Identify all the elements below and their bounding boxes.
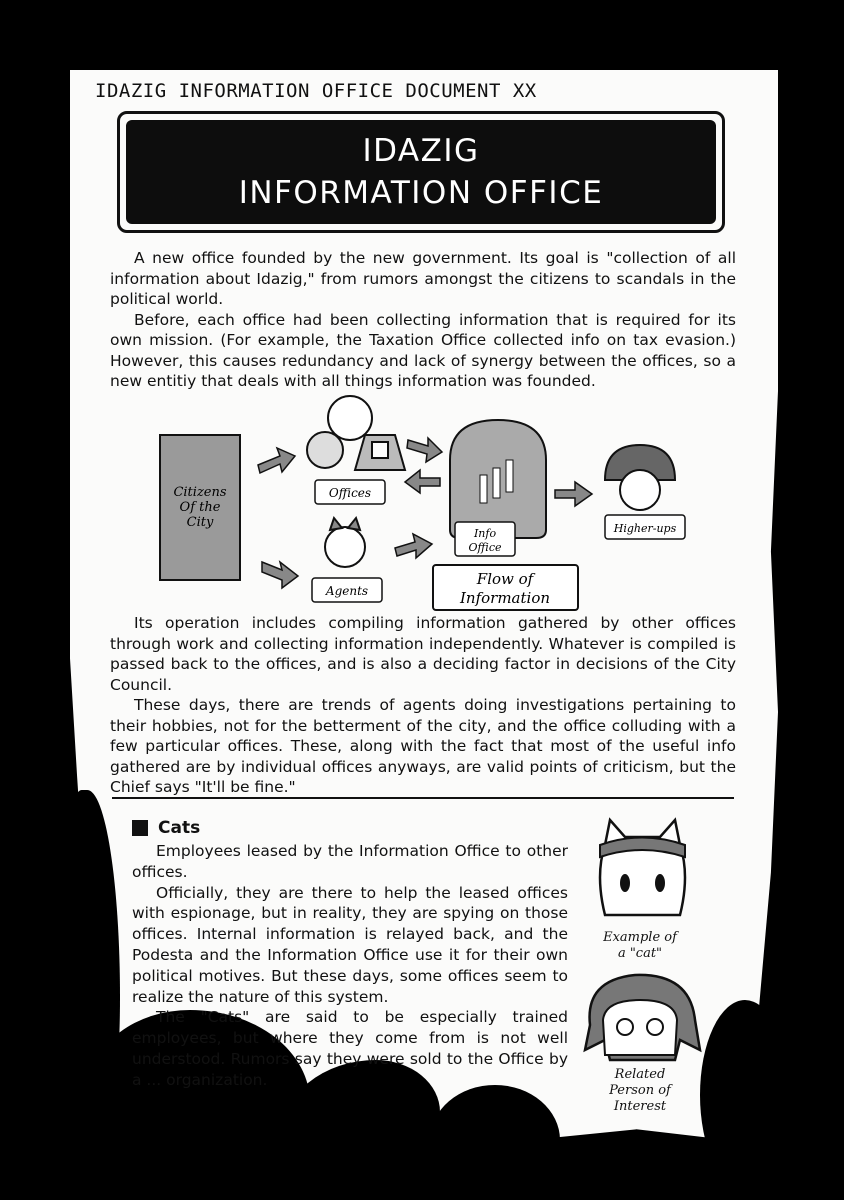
bar-1 [480, 475, 487, 503]
cats-paragraph-3: The "Cats" are said to be especially trained employees, but where they come from is not well understood. Rumors say they were sold to the Office by a ... organization. [132, 1008, 568, 1089]
higherups-label: Higher-ups [613, 522, 677, 535]
cats-heading-text: Cats [158, 818, 201, 838]
person-caption-line-2: Person of [609, 1083, 671, 1098]
higherup-head [620, 470, 660, 510]
office-cross [372, 442, 388, 458]
arrow-info-offices [405, 470, 440, 493]
bar-3 [506, 460, 513, 492]
info-label-2: Office [468, 541, 502, 554]
arrow-info-higherups [555, 482, 592, 506]
flow-label-2: Information [459, 589, 551, 607]
arrow-citizens-offices [258, 448, 295, 473]
cat-caption [580, 930, 700, 962]
square-bullet-icon [132, 820, 148, 836]
cat-caption-line-1: Example of [603, 930, 677, 945]
ink-splatter [700, 1000, 790, 1190]
person-caption [580, 1067, 700, 1115]
person-svg [575, 965, 710, 1065]
intro-paragraph-1: A new office founded by the new government. Its goal is "collection of all information about Idazig," from rumors amongst the citizens to scandals in the political world. [110, 249, 736, 308]
person-caption-line-3: Interest [613, 1099, 667, 1114]
arrow-agents-info [395, 534, 432, 558]
office-head [307, 432, 343, 468]
intro-paragraph-2: Before, each office had been collecting information that is required for its own mission. (For example, the Taxation Office collected info on tax evasion.) However, this causes redundancy and lack of synergy between the offices, so a new entitiy that deals with all things information was founded. [110, 310, 736, 390]
cats-paragraph-2: Officially, they are there to help the leased offices with espionage, but in reality, they are spying on those offices. Internal information is relayed back, and the Podesta and the Information Office use it for their own political motives. But these days, some offices seem to realize the nature of this system. [132, 883, 568, 1006]
person-illustration [575, 965, 710, 1065]
operation-paragraph-2: These days, there are trends of agents doing investigations pertaining to their hobbies, not for the betterment of the city, and the office colluding with a few particular offices. These, along with the fact that most of the useful info gathered are by individual offices anyways, are valid points of criticism, but the Chief says "It'll be fine." [110, 696, 736, 796]
diagram-svg [150, 390, 710, 615]
document-label: IDAZIG INFORMATION OFFICE DOCUMENT XX [95, 80, 537, 102]
arrow-citizens-agents [262, 562, 298, 588]
citizens-label-3: City [186, 515, 214, 530]
cats-text [132, 841, 568, 1091]
agents-label: Agents [325, 584, 369, 598]
operation-paragraph-1: Its operation includes compiling information gathered by other offices through work and collecting information independently. Whatever is compiled is passed back to the offices, and is also a deciding factor in decisions of the City Council. [110, 614, 736, 694]
information-flow-diagram [150, 390, 710, 615]
arrow-offices-info [407, 438, 442, 462]
title-line-2: INFORMATION OFFICE [238, 175, 604, 211]
bar-2 [493, 468, 500, 498]
cat-illustration [585, 815, 700, 930]
offices-label: Offices [328, 486, 372, 500]
title-banner [126, 120, 716, 224]
cat-svg [585, 815, 700, 930]
flow-label-1: Flow of [476, 570, 534, 588]
citizens-label-2: Of the [179, 500, 221, 515]
title-box [117, 111, 725, 233]
title-line-1: IDAZIG [362, 133, 480, 169]
intro-text [110, 248, 736, 392]
ink-splatter [430, 1085, 560, 1195]
offices-characters [307, 396, 405, 470]
section-divider [112, 797, 734, 799]
cats-paragraph-1: Employees leased by the Information Office to other offices. [132, 842, 568, 881]
higherup-character [605, 445, 675, 510]
agent-character [325, 518, 365, 567]
info-label-1: Info [473, 527, 497, 540]
operation-text [110, 613, 736, 798]
person-caption-line-1: Related [614, 1067, 666, 1082]
citizens-label-1: Citizens [173, 485, 227, 500]
cats-heading [132, 818, 200, 838]
cat-caption-line-2: a "cat" [617, 946, 663, 961]
office-head [328, 396, 372, 440]
agent-head [325, 527, 365, 567]
